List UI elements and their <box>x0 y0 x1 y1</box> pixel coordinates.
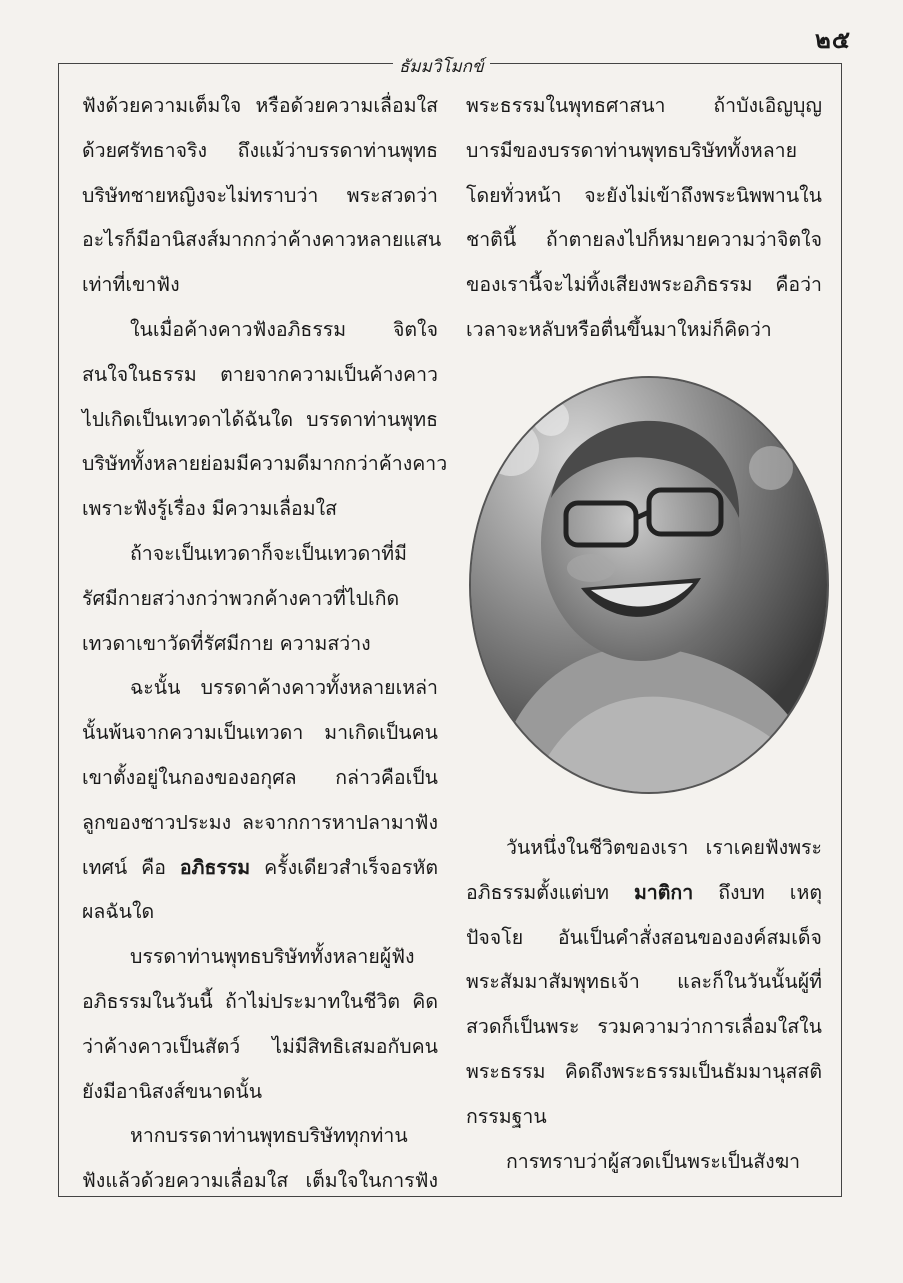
text-line: อะไรก็มีอานิสงส์มากกว่าค้างคาวหลายแสน <box>82 228 442 252</box>
text-line: หากบรรดาท่านพุทธบริษัททุกท่าน <box>130 1124 408 1148</box>
text-segment: ถึงบท เหตุ <box>693 880 822 904</box>
portrait-illustration <box>471 378 827 792</box>
text-line: ของเรานี้จะไม่ทิ้งเสียงพระอภิธรรม คือว่า <box>466 273 822 297</box>
bold-term: มาติกา <box>633 880 694 904</box>
text-line: สวดก็เป็นพระ รวมความว่าการเลื่อมใสใน <box>466 1015 822 1039</box>
text-line: บริษัททั้งหลายย่อมมีความดีมากกว่าค้างคาว <box>82 452 448 476</box>
text-line-with-bold <box>82 846 438 891</box>
page-number: ๒๕ <box>815 25 851 54</box>
text-line: ยังมีอานิสงส์ขนาดนั้น <box>82 1079 263 1103</box>
text-line: ปัจจโย อันเป็นคำสั่งสอนขององค์สมเด็จ <box>466 925 822 949</box>
text-line: ถ้าจะเป็นเทวดาก็จะเป็นเทวดาที่มี <box>130 541 407 565</box>
text-line: บริษัทชายหญิงจะไม่ทราบว่า พระสวดว่า <box>82 183 438 207</box>
text-line: เขาตั้งอยู่ในกองของอกุศล กล่าวคือเป็น <box>82 765 438 789</box>
text-line: เท่าที่เขาฟัง <box>82 273 180 297</box>
text-line-with-bold <box>466 871 822 916</box>
text-line: พระธรรมในพุทธศาสนา ถ้าบังเอิญบุญ <box>466 94 822 117</box>
text-line: พระสัมมาสัมพุทธเจ้า และก็ในวันนั้นผู้ที่ <box>466 970 822 994</box>
running-header-title: ธัมมวิโมกข์ <box>393 53 490 80</box>
text-line: ชาตินี้ ถ้าตายลงไปก็หมายความว่าจิตใจ <box>466 228 822 252</box>
bold-term: อภิธรรม <box>179 855 251 879</box>
text-line: รัศมีกายสว่างกว่าพวกค้างคาวที่ไปเกิด <box>82 586 400 610</box>
left-column <box>82 84 448 1204</box>
text-segment: อภิธรรมตั้งแต่บท <box>466 880 634 904</box>
text-line: บารมีของบรรดาท่านพุทธบริษัททั้งหลาย <box>466 138 798 162</box>
right-column-bottom <box>466 826 822 1184</box>
text-line: วันหนึ่งในชีวิตของเรา เราเคยฟังพระ <box>506 836 822 859</box>
text-line: อภิธรรมในวันนี้ ถ้าไม่ประมาทในชีวิต คิด <box>82 989 438 1013</box>
text-segment: ครั้งเดียวสำเร็จอรหัต <box>250 855 438 879</box>
text-line: ฟังด้วยความเต็มใจ หรือด้วยความเลื่อมใส <box>82 94 438 117</box>
text-line: ลูกของชาวประมง ละจากการหาปลามาฟัง <box>82 810 438 834</box>
right-column-top <box>466 84 822 353</box>
text-line: ฟังแล้วด้วยความเลื่อมใส เต็มใจในการฟัง <box>82 1169 438 1193</box>
text-line: เทวดาเขาวัดที่รัศมีกาย ความสว่าง <box>82 631 371 655</box>
text-line: บรรดาท่านพุทธบริษัททั้งหลายผู้ฟัง <box>130 945 415 969</box>
text-line: โดยทั่วหน้า จะยังไม่เข้าถึงพระนิพพานใน <box>466 183 822 207</box>
monk-portrait-photo <box>469 376 829 794</box>
text-line: ฉะนั้น บรรดาค้างคาวทั้งหลายเหล่า <box>130 676 438 700</box>
text-line: ไปเกิดเป็นเทวดาได้ฉันใด บรรดาท่านพุทธ <box>82 407 438 431</box>
text-line: พระธรรม คิดถึงพระธรรมเป็นธัมมานุสสติ <box>466 1059 822 1083</box>
text-line: ผลฉันใด <box>82 900 155 924</box>
text-line: การทราบว่าผู้สวดเป็นพระเป็นสังฆา <box>506 1149 801 1173</box>
text-line: ในเมื่อค้างคาวฟังอภิธรรม จิตใจ <box>130 317 438 341</box>
text-line: ด้วยศรัทธาจริง ถึงแม้ว่าบรรดาท่านพุทธ <box>82 138 438 162</box>
text-line: นั้นพ้นจากความเป็นเทวดา มาเกิดเป็นคน <box>82 721 438 745</box>
text-line: เวลาจะหลับหรือตื่นขึ้นมาใหม่ก็คิดว่า <box>466 317 772 341</box>
text-line: ว่าค้างคาวเป็นสัตว์ ไม่มีสิทธิเสมอกับคน <box>82 1034 438 1058</box>
text-line: กรรมฐาน <box>466 1104 547 1128</box>
text-line: เพราะฟังรู้เรื่อง มีความเลื่อมใส <box>82 497 338 521</box>
text-line: สนใจในธรรม ตายจากความเป็นค้างคาว <box>82 362 438 386</box>
text-segment: เทศน์ คือ <box>82 855 180 879</box>
